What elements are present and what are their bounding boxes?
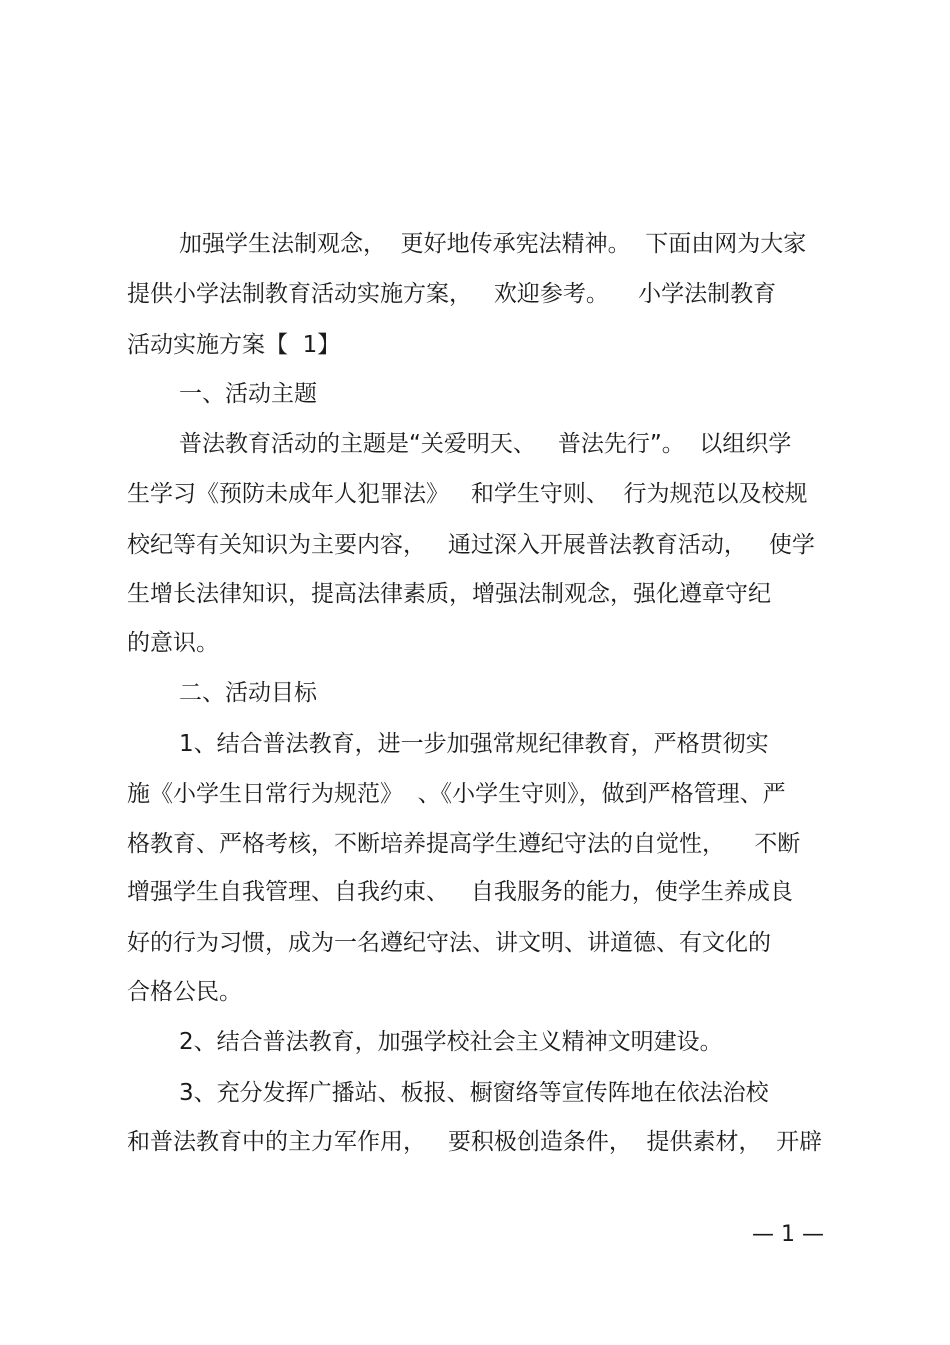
- section-heading: 二、活动目标: [179, 680, 317, 706]
- text-line: 加强学生法制观念， 更好地传承宪法精神。 下面由网为大家: [179, 231, 807, 257]
- text-line: 和普法教育中的主力军作用， 要积极创造条件， 提供素材， 开辟: [127, 1129, 823, 1155]
- text-line: 好的行为习惯，成为一名遵纪守法、讲文明、讲道德、有文化的: [127, 930, 771, 956]
- text-line: 施《小学生日常行为规范》 、《小学生守则》，做到严格管理、严: [127, 781, 786, 807]
- section-heading: 一、活动主题: [179, 381, 317, 407]
- text-line: 普法教育活动的主题是“关爱明天、 普法先行”。 以组织学: [179, 431, 792, 457]
- text-line: 3、充分发挥广播站、板报、橱窗络等宣传阵地在依法治校: [179, 1080, 769, 1106]
- text-line: 合格公民。: [127, 979, 242, 1005]
- text-line: 增强学生自我管理、自我约束、 自我服务的能力，使学生养成良: [127, 879, 793, 905]
- text-line: 2、结合普法教育，加强学校社会主义精神文明建设。: [179, 1029, 723, 1055]
- text-line: 活动实施方案【 1】: [127, 332, 341, 358]
- page-number: — 1 —: [752, 1222, 824, 1247]
- text-line: 提供小学法制教育活动实施方案， 欢迎参考。 小学法制教育: [127, 281, 777, 307]
- text-line: 生学习《预防未成年人犯罪法》 和学生守则、 行为规范以及校规: [127, 481, 808, 507]
- text-line: 1、结合普法教育，进一步加强常规纪律教育，严格贯彻实: [179, 731, 769, 757]
- text-line: 的意识。: [127, 630, 219, 656]
- text-line: 校纪等有关知识为主要内容， 通过深入开展普法教育活动， 使学: [127, 532, 815, 558]
- text-line: 生增长法律知识，提高法律素质，增强法制观念，强化遵章守纪: [127, 581, 771, 607]
- text-line: 格教育、严格考核，不断培养提高学生遵纪守法的自觉性， 不断: [127, 831, 801, 857]
